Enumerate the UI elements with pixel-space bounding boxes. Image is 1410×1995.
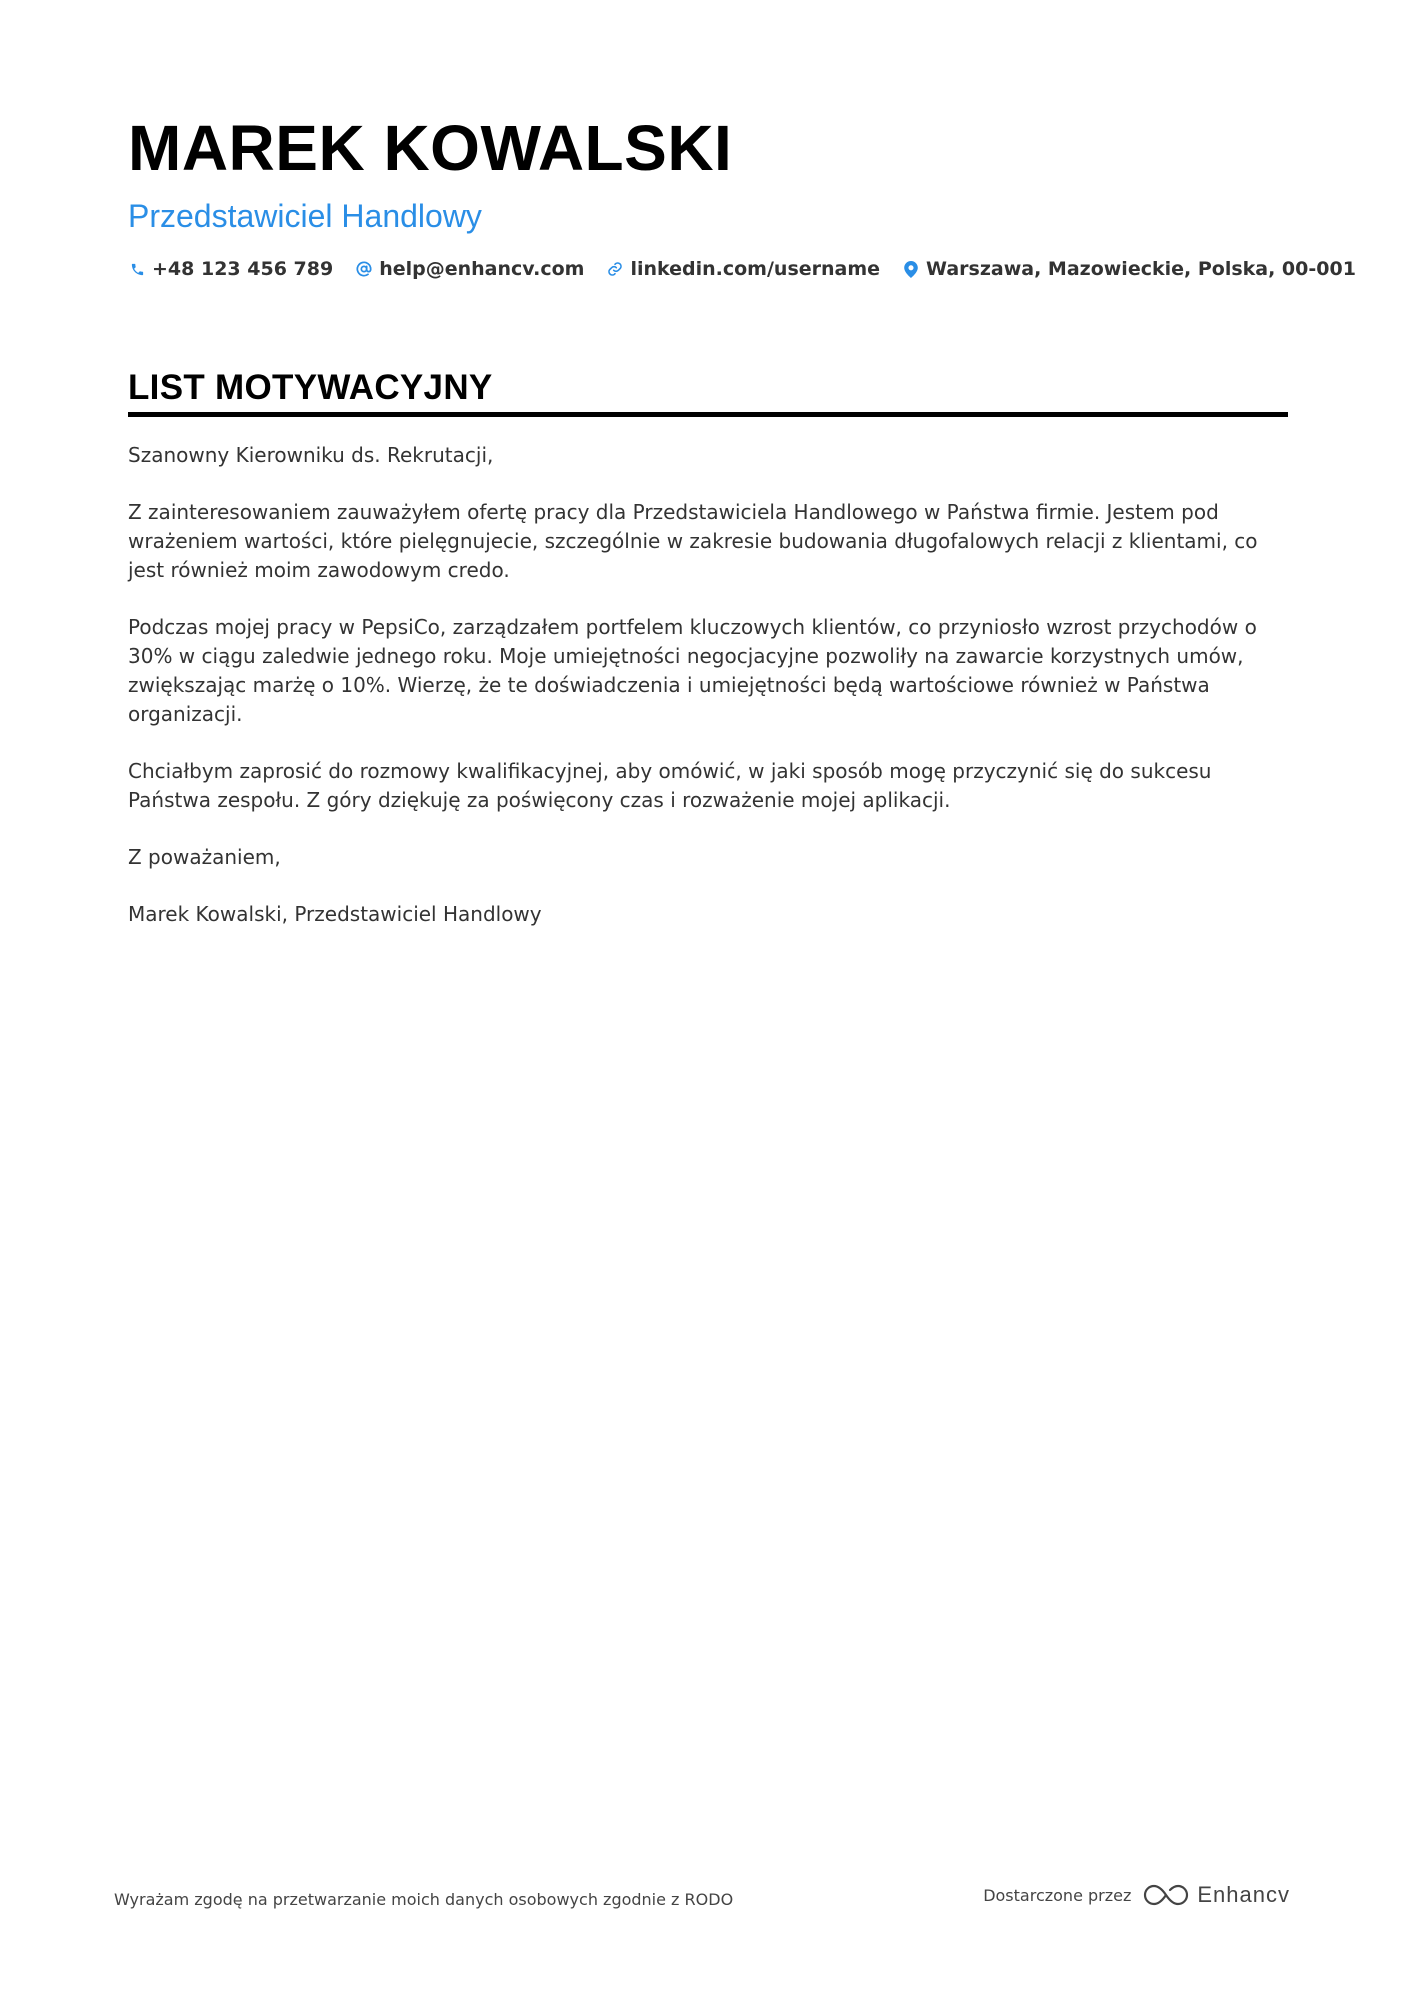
- letter-paragraph: Podczas mojej pracy w PepsiCo, zarządzałem portfelem kluczowych klientów, co przyniosło wzrost przychodów o 30% w ciągu zaledwie jednego roku. Moje umiejętności negocjacyjne pozwoliły na zawarcie korzystnych umów, zwiększając marżę o 10%. Wierzę, że te doświadczenia i umiejętności będą wartościowe również w Państwa organizacji.: [128, 615, 1257, 726]
- letter-closing: Z poważaniem,: [128, 845, 281, 869]
- section-title: LIST MOTYWACYJNY: [128, 368, 493, 407]
- letter-body: [128, 441, 1288, 929]
- gdpr-consent: Wyrażam zgodę na przetwarzanie moich danych osobowych zgodnie z RODO: [114, 1890, 734, 1909]
- contact-row: [128, 258, 1356, 280]
- contact-phone: [128, 258, 333, 280]
- contact-linkedin[interactable]: [606, 258, 880, 280]
- enhancv-logo[interactable]: [1143, 1882, 1290, 1908]
- candidate-role: Przedstawiciel Handlowy: [128, 198, 482, 234]
- link-icon: [606, 260, 624, 278]
- letter-section: [128, 366, 1288, 957]
- powered-by: [983, 1882, 1290, 1908]
- contact-location: [902, 258, 1356, 280]
- enhancv-infinity-icon: [1143, 1883, 1189, 1907]
- letter-paragraph: Chciałbym zaprosić do rozmowy kwalifikacyjnej, aby omówić, w jaki sposób mogę przyczynić się do sukcesu Państwa zespołu. Z góry dziękuję za poświęcony czas i rozważenie mojej aplikacji.: [128, 759, 1212, 812]
- section-divider: [128, 412, 1288, 417]
- header: [128, 108, 1356, 280]
- letter-paragraph: Z zainteresowaniem zauważyłem ofertę pracy dla Przedstawiciela Handlowego w Państwa firmie. Jestem pod wrażeniem wartości, które pielęgnujecie, szczególnie w zakresie budowania długofalowych relacji z klientami, co jest również moim zawodowym credo.: [128, 500, 1258, 582]
- contact-linkedin-text[interactable]: linkedin.com/username: [630, 258, 881, 280]
- phone-icon: [128, 260, 146, 278]
- contact-email-text[interactable]: help@enhancv.com: [379, 258, 585, 280]
- letter-signature: Marek Kowalski, Przedstawiciel Handlowy: [128, 902, 542, 926]
- letter-greeting: Szanowny Kierowniku ds. Rekrutacji,: [128, 443, 494, 467]
- contact-email[interactable]: [355, 258, 584, 280]
- location-pin-icon: [902, 260, 920, 278]
- contact-location-text: Warszawa, Mazowieckie, Polska, 00-001: [926, 258, 1356, 280]
- contact-phone-text: +48 123 456 789: [152, 258, 334, 280]
- enhancv-wordmark: Enhancv: [1197, 1882, 1290, 1907]
- powered-by-label: Dostarczone przez: [983, 1885, 1132, 1905]
- at-icon: [355, 260, 373, 278]
- candidate-name: MAREK KOWALSKI: [128, 112, 733, 184]
- footer: [114, 1882, 1290, 1916]
